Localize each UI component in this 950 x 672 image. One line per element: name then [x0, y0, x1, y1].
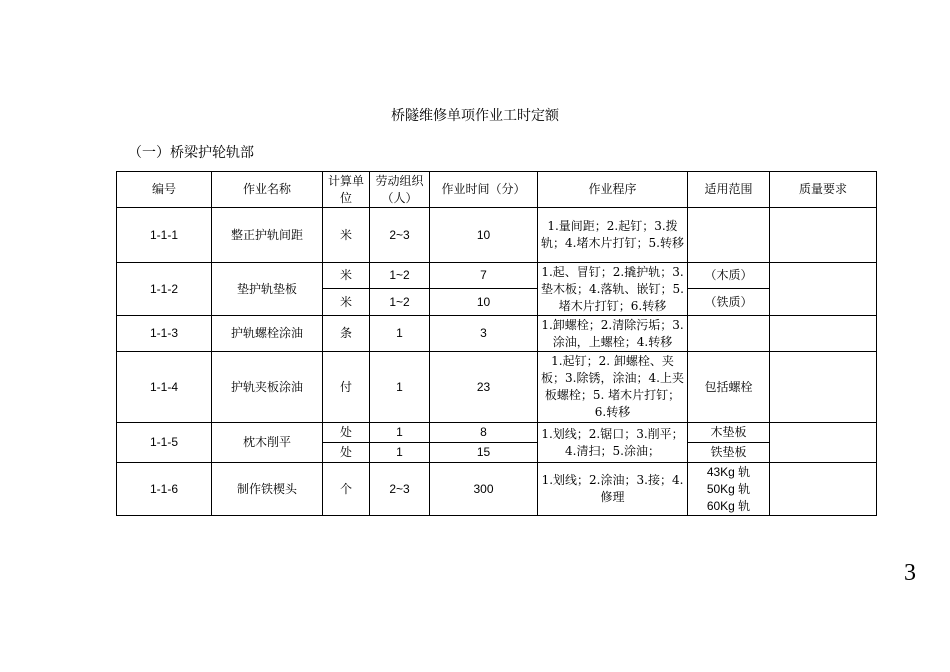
cell-scope: 木垫板 — [688, 423, 770, 443]
cell-name: 枕木削平 — [212, 423, 323, 463]
cell-code: 1-1-3 — [117, 316, 212, 352]
scope-line: 60Kg 轨 — [706, 498, 751, 513]
section-heading: （一）桥梁护轮轨部 — [128, 145, 254, 161]
cell-name: 垫护轨垫板 — [212, 263, 323, 316]
cell-procedure: 1.卸螺栓；2.清除污垢；3.涂油，上螺栓；4.转移 — [538, 316, 688, 352]
cell-code: 1-1-1 — [117, 208, 212, 263]
header-code: 编号 — [117, 172, 212, 208]
cell-labor: 1 — [370, 423, 430, 443]
header-unit: 计算单位 — [323, 172, 370, 208]
cell-code: 1-1-4 — [117, 352, 212, 423]
cell-procedure: 1.划线；2.锯口；3.削平；4.清扫；5.涂油； — [538, 423, 688, 463]
cell-labor: 2~3 — [370, 208, 430, 263]
header-procedure: 作业程序 — [538, 172, 688, 208]
cell-time: 15 — [430, 443, 538, 463]
cell-unit: 条 — [323, 316, 370, 352]
cell-name: 制作铁楔头 — [212, 463, 323, 516]
header-row — [117, 172, 877, 208]
cell-unit: 米 — [323, 208, 370, 263]
cell-labor: 1 — [370, 443, 430, 463]
cell-code: 1-1-6 — [117, 463, 212, 516]
scope-line: 43Kg 轨 — [706, 464, 751, 479]
cell-scope — [688, 463, 770, 516]
cell-scope: （木质） — [688, 263, 770, 289]
cell-scope: 铁垫板 — [688, 443, 770, 463]
cell-code: 1-1-2 — [117, 263, 212, 316]
cell-scope: （铁质） — [688, 289, 770, 316]
table-row — [117, 316, 877, 352]
cell-unit: 处 — [323, 443, 370, 463]
cell-name: 护轨夹板涂油 — [212, 352, 323, 423]
cell-quality — [770, 208, 877, 263]
cell-quality — [770, 316, 877, 352]
table-row — [117, 263, 877, 289]
cell-time: 10 — [430, 208, 538, 263]
cell-quality — [770, 423, 877, 463]
table-row — [117, 208, 877, 263]
cell-name: 护轨螺栓涂油 — [212, 316, 323, 352]
cell-scope: 包括螺栓 — [688, 352, 770, 423]
cell-procedure: 1.起、冒钉；2.撬护轨；3.垫木板；4.落轨、嵌钉；5. 堵木片打钉；6.转移 — [538, 263, 688, 316]
cell-name: 整正护轨间距 — [212, 208, 323, 263]
cell-code: 1-1-5 — [117, 423, 212, 463]
cell-unit: 米 — [323, 263, 370, 289]
cell-procedure: 1.起钉；2. 卸螺栓、夹板；3.除锈，涂油；4.上夹板螺栓；5. 堵木片打钉；6.转移 — [538, 352, 688, 423]
cell-labor: 1 — [370, 316, 430, 352]
cell-time: 7 — [430, 263, 538, 289]
cell-time: 23 — [430, 352, 538, 423]
cell-time: 300 — [430, 463, 538, 516]
scope-line: 50Kg 轨 — [706, 481, 751, 496]
table-row — [117, 423, 877, 443]
cell-unit: 处 — [323, 423, 370, 443]
cell-labor: 1~2 — [370, 289, 430, 316]
header-scope: 适用范围 — [688, 172, 770, 208]
cell-labor: 2~3 — [370, 463, 430, 516]
cell-time: 10 — [430, 289, 538, 316]
cell-time: 3 — [430, 316, 538, 352]
header-quality: 质量要求 — [770, 172, 877, 208]
work-quota-table — [116, 171, 877, 516]
page-title: 桥隧维修单项作业工时定额 — [391, 108, 559, 124]
table-row — [117, 463, 877, 516]
cell-unit: 个 — [323, 463, 370, 516]
cell-quality — [770, 352, 877, 423]
cell-quality — [770, 263, 877, 316]
cell-unit: 米 — [323, 289, 370, 316]
header-time: 作业时间（分） — [430, 172, 538, 208]
cell-scope — [688, 208, 770, 263]
page-number: 3 — [904, 560, 916, 586]
cell-labor: 1 — [370, 352, 430, 423]
cell-procedure: 1.量间距；2.起钉；3.拨轨；4.堵木片打钉；5.转移 — [538, 208, 688, 263]
cell-labor: 1~2 — [370, 263, 430, 289]
cell-quality — [770, 463, 877, 516]
header-labor: 劳动组织（人） — [370, 172, 430, 208]
cell-time: 8 — [430, 423, 538, 443]
cell-scope — [688, 316, 770, 352]
header-name: 作业名称 — [212, 172, 323, 208]
table-row — [117, 352, 877, 423]
cell-unit: 付 — [323, 352, 370, 423]
cell-procedure: 1.划线；2.涂油；3.接；4.修理 — [538, 463, 688, 516]
